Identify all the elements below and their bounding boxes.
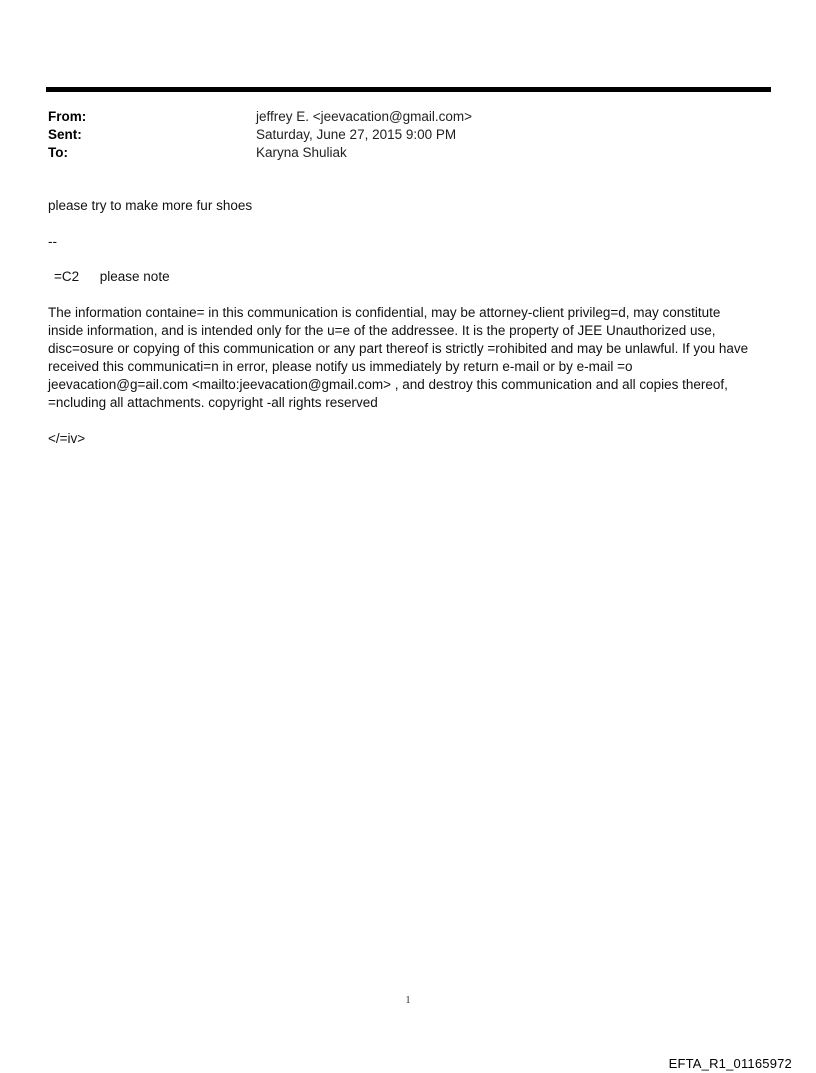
page-number: 1 [405, 995, 411, 1006]
note-code: =C2 [54, 269, 80, 284]
disclaimer-line: disc=osure or copying of this communication or any part thereof is strictly =rohibited and may be unlawful. If you have [48, 341, 749, 356]
header-value: Saturday, June 27, 2015 9:00 PM [256, 127, 457, 142]
header-label: Sent: [48, 127, 82, 142]
header-from [48, 108, 748, 126]
disclaimer [48, 304, 748, 412]
closing-tag-text: </=iv> [48, 431, 86, 446]
header-label: From: [48, 109, 87, 124]
top-divider [46, 87, 771, 92]
separator-text: -- [48, 234, 57, 249]
header-sent [48, 126, 748, 144]
note-line [48, 268, 170, 286]
message-text: please try to make more fur shoes [48, 198, 253, 213]
email-headers [48, 108, 748, 162]
closing-tag [48, 430, 85, 448]
disclaimer-line: The information containe= in this communication is confidential, may be attorney-client privileg=d, may constitute [48, 305, 721, 320]
disclaimer-line: received this communicati=n in error, please notify us immediately by return e-mail or by e-mail =o [48, 359, 633, 374]
disclaimer-line: jeevacation@g=ail.com <mailto:jeevacation@gmail.com> , and destroy this communication and all copies thereof, [48, 377, 728, 392]
header-label: To: [48, 145, 68, 160]
message-body [48, 197, 252, 215]
disclaimer-line: =ncluding all attachments. copyright -all rights reserved [48, 395, 378, 410]
disclaimer-line: inside information, and is intended only for the u=e of the addressee. It is the property of JEE Unauthorized use, [48, 323, 716, 338]
document-id: EFTA_R1_01165972 [668, 1056, 792, 1071]
signature-separator [48, 233, 57, 251]
header-to [48, 144, 748, 162]
note-label: please note [99, 269, 170, 284]
header-value: jeffrey E. <jeevacation@gmail.com> [256, 109, 473, 124]
header-value: Karyna Shuliak [256, 145, 347, 160]
